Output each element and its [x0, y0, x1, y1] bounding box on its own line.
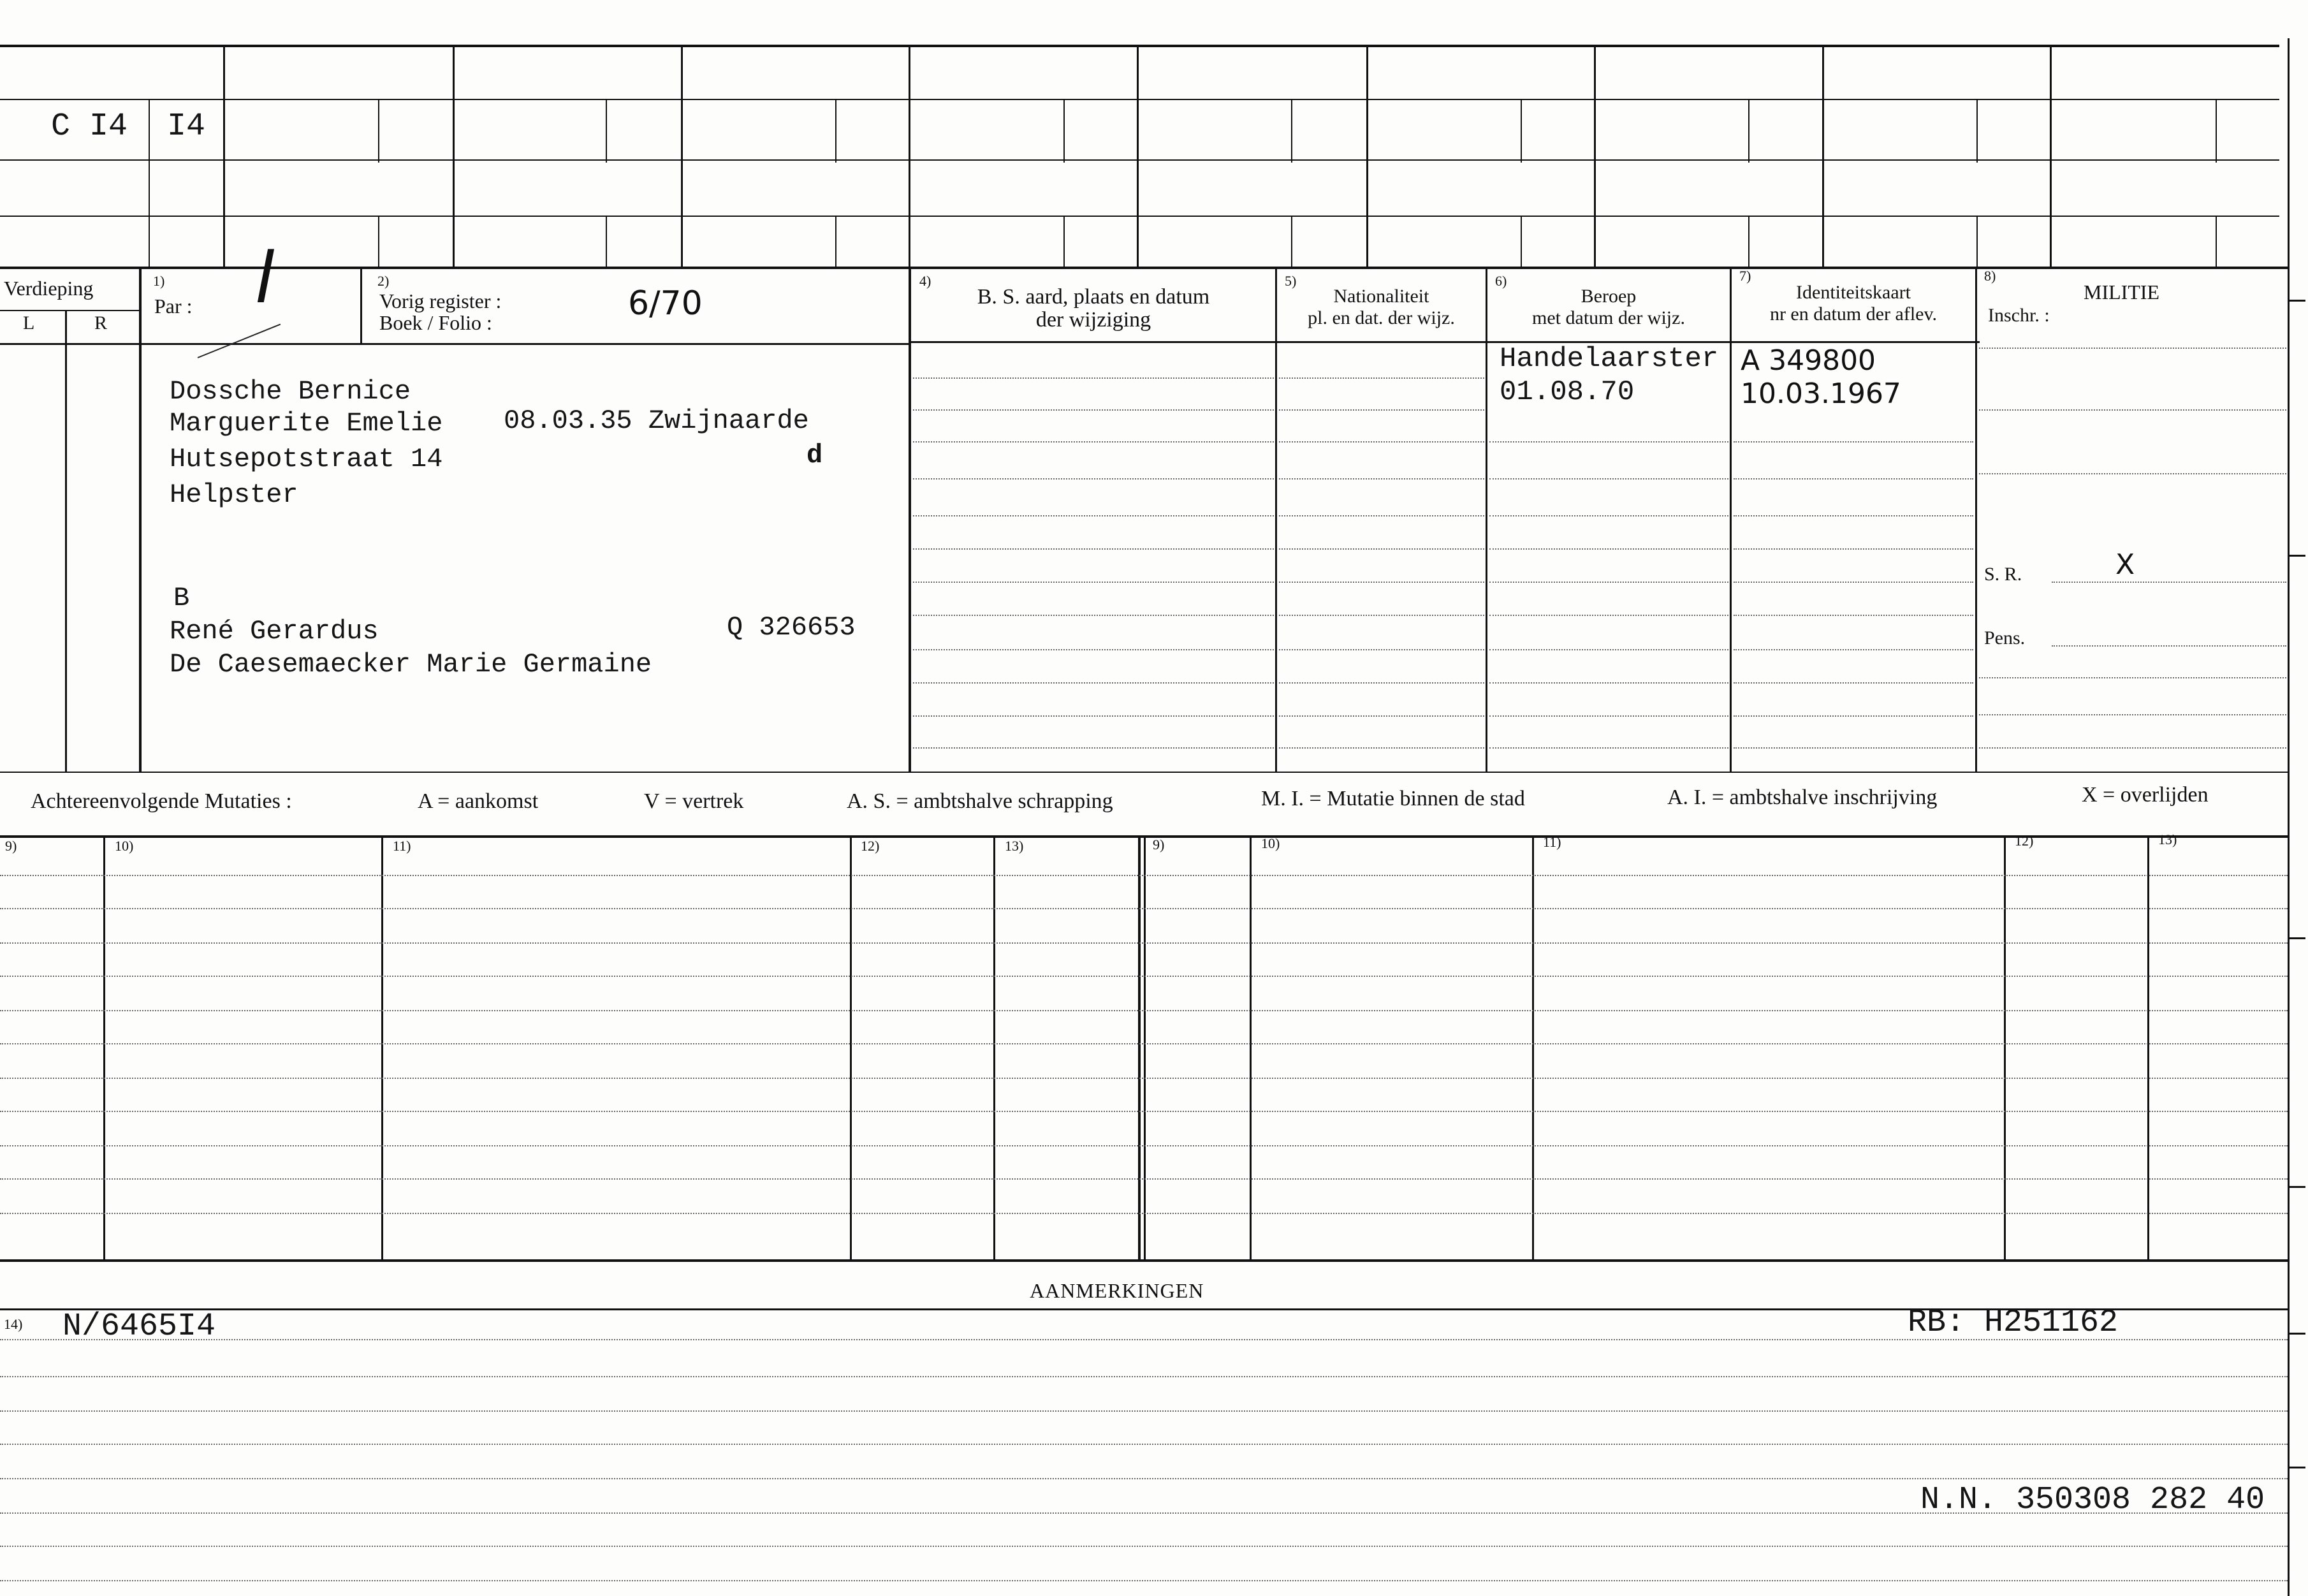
id-q-number: Q 326653 — [727, 612, 856, 643]
beroep-date: 01.08.70 — [1500, 376, 1635, 408]
verdieping-divider — [139, 268, 142, 772]
margin-tick — [2289, 300, 2305, 302]
mutaties-legend-item: A. I. = ambtshalve inschrijving — [1667, 786, 1938, 809]
mutaties-col-number: 9) — [1153, 837, 1165, 853]
top-grid-subdivider — [1521, 99, 1522, 163]
top-grid-subdivider — [606, 99, 607, 163]
col7-divider — [1730, 268, 1732, 772]
writing-line — [1279, 747, 1484, 749]
writing-line — [0, 942, 2288, 944]
writing-line — [0, 1010, 2288, 1011]
writing-line — [0, 976, 2288, 977]
writing-line — [0, 1213, 2288, 1214]
mutaties-column-divider — [993, 837, 995, 1261]
margin-tick — [2289, 937, 2305, 939]
field-number: 5) — [1285, 273, 1297, 289]
writing-line — [913, 747, 1274, 749]
writing-line — [1734, 747, 1973, 749]
top-grid-subdivider — [149, 99, 150, 268]
col6-header — [1487, 286, 1730, 329]
pens-line — [2052, 645, 2286, 647]
writing-line — [0, 908, 2288, 909]
mutaties-column-divider — [850, 837, 852, 1261]
person-line6: René Gerardus — [170, 616, 379, 647]
writing-line — [0, 1145, 2288, 1146]
verdieping-label: Verdieping — [4, 277, 94, 300]
boek-folio-label: Boek / Folio : — [379, 311, 492, 334]
card-right-edge — [2288, 38, 2290, 1596]
writing-line — [0, 1410, 2288, 1412]
aanmerkingen-ref: N/6465I4 — [62, 1308, 216, 1345]
col4-header-line2: der wijziging — [1035, 308, 1151, 332]
top-code-b: I4 — [167, 108, 206, 145]
writing-line — [1489, 682, 1728, 684]
writing-line — [1489, 582, 1728, 583]
col4-header — [912, 286, 1275, 332]
person-line2: Marguerite Emelie — [170, 408, 443, 439]
writing-line — [913, 409, 1274, 411]
writing-line — [1734, 478, 1973, 480]
writing-line — [1734, 715, 1973, 717]
writing-line — [1279, 682, 1484, 684]
field-number: 4) — [919, 273, 931, 289]
writing-line — [0, 1580, 2288, 1581]
mutaties-col-number: 13) — [2158, 831, 2177, 847]
writing-line — [0, 1078, 2288, 1079]
inschr-label: Inschr. : — [1988, 305, 2050, 326]
col7-header-line1: Identiteitskaart — [1796, 282, 1911, 303]
aanmerkingen-nn: N.N. 350308 282 40 — [1920, 1482, 2265, 1518]
sr-line — [2052, 582, 2286, 583]
writing-line — [1489, 615, 1728, 616]
col7-header — [1732, 282, 1975, 325]
aanmerkingen-title: AANMERKINGEN — [1030, 1279, 1204, 1302]
top-grid-divider — [1137, 46, 1139, 268]
beroep-value: Handelaarster — [1500, 343, 1719, 375]
writing-line — [1979, 714, 2286, 715]
top-grid-subdivider — [378, 99, 379, 163]
writing-line — [913, 377, 1274, 379]
top-grid-subdivider — [1521, 216, 1522, 268]
field-number: 2) — [377, 273, 390, 289]
mutaties-col-number: 13) — [1005, 838, 1024, 854]
margin-tick — [2289, 1186, 2305, 1188]
writing-line — [1979, 409, 2286, 411]
col5-divider — [1275, 268, 1277, 772]
writing-line — [0, 1478, 2288, 1479]
top-grid-subdivider — [1748, 216, 1749, 268]
col4-divider — [909, 268, 911, 772]
top-grid-rule — [0, 99, 2279, 100]
mutaties-col-number: 12) — [861, 838, 880, 854]
writing-line — [0, 1512, 2288, 1514]
writing-line — [1489, 515, 1728, 516]
person-line4: Helpster — [170, 480, 298, 510]
writing-line — [1489, 715, 1728, 717]
writing-line — [1279, 478, 1484, 480]
person-line3: Hutsepotstraat 14 — [170, 444, 443, 474]
mutaties-column-divider — [103, 837, 105, 1261]
mutaties-column-divider — [2004, 837, 2006, 1261]
writing-line — [1979, 348, 2286, 349]
mark-d: d — [807, 440, 823, 471]
mutaties-col-number: 10) — [115, 838, 134, 854]
vorig-register-value: 6/70 — [628, 284, 703, 323]
writing-line — [0, 1339, 2288, 1340]
top-grid-subdivider — [835, 99, 836, 163]
writing-line — [1279, 409, 1484, 411]
vorig-register-label: Vorig register : — [379, 289, 502, 312]
par-label: Par : — [154, 295, 193, 318]
margin-tick — [2289, 1467, 2305, 1468]
writing-line — [1279, 582, 1484, 583]
field-number: 1) — [153, 273, 165, 289]
par-stroke — [198, 324, 281, 358]
margin-tick — [2289, 1333, 2305, 1335]
writing-line — [0, 1444, 2288, 1445]
top-grid-subdivider — [2216, 99, 2217, 163]
writing-line — [1279, 377, 1484, 379]
field-number: 14) — [4, 1316, 23, 1332]
col4-header-line1: B. S. aard, plaats en datum — [977, 285, 1210, 309]
top-grid-divider — [453, 46, 455, 268]
col6-divider — [1486, 268, 1487, 772]
writing-line — [1279, 715, 1484, 717]
person-line1: Dossche Bernice — [170, 376, 411, 407]
writing-line — [0, 1376, 2288, 1377]
sr-label: S. R. — [1984, 564, 2022, 585]
writing-line — [1734, 615, 1973, 616]
par-value: l — [255, 237, 275, 319]
field-number: 8) — [1984, 268, 1996, 284]
mutaties-column-divider — [2147, 837, 2149, 1261]
col5-header-line1: Nationaliteit — [1333, 286, 1429, 307]
idkaart-date: 10.03.1967 — [1741, 377, 1901, 410]
writing-line — [1489, 649, 1728, 650]
par-divider — [360, 268, 362, 344]
mutaties-col-number: 11) — [393, 838, 411, 854]
mutaties-column-divider — [1250, 837, 1252, 1261]
top-grid-subdivider — [2216, 216, 2217, 268]
mutaties-legend-item: A. S. = ambtshalve schrapping — [847, 789, 1113, 813]
aanmerkingen-rb: RB: H251162 — [1908, 1305, 2119, 1341]
mutaties-legend-item: A = aankomst — [418, 789, 539, 813]
writing-line — [1279, 515, 1484, 516]
idkaart-number: A 349800 — [1741, 344, 1876, 377]
birth-date-place: 08.03.35 Zwijnaarde — [504, 406, 809, 436]
mutaties-col-number: 10) — [1261, 835, 1280, 851]
writing-line — [0, 1043, 2288, 1044]
lr-divider — [65, 311, 67, 772]
top-grid-subdivider — [378, 216, 379, 268]
writing-line — [913, 441, 1274, 443]
writing-line — [1279, 548, 1484, 550]
writing-line — [913, 548, 1274, 550]
col5-header-line2: pl. en dat. der wijz. — [1308, 307, 1455, 328]
pens-label: Pens. — [1984, 627, 2026, 648]
top-grid-subdivider — [835, 216, 836, 268]
writing-line — [1279, 649, 1484, 650]
writing-line — [1734, 582, 1973, 583]
upper-section-bottom-rule — [0, 772, 2289, 773]
top-grid-divider — [2050, 46, 2052, 268]
mutaties-legend-item: M. I. = Mutatie binnen de stad — [1261, 787, 1525, 810]
person-line5: B — [173, 583, 190, 613]
top-grid-subdivider — [1291, 99, 1292, 163]
writing-line — [913, 715, 1274, 717]
top-grid-subdivider — [1063, 216, 1065, 268]
mutaties-legend-item: V = vertrek — [644, 789, 744, 813]
margin-tick — [2289, 555, 2305, 557]
col8-divider — [1975, 268, 1977, 772]
writing-line — [0, 875, 2288, 876]
writing-line — [913, 478, 1274, 480]
field-number: 7) — [1739, 268, 1751, 284]
col6-header-line1: Beroep — [1581, 286, 1637, 307]
field-number: 6) — [1495, 273, 1507, 289]
writing-line — [1489, 747, 1728, 749]
top-rule — [0, 45, 2279, 47]
top-grid-subdivider — [1063, 99, 1065, 163]
mutaties-column-divider — [381, 837, 383, 1261]
writing-line — [913, 682, 1274, 684]
mutaties-title: Achtereenvolgende Mutaties : — [31, 789, 292, 813]
col7-header-line2: nr en datum der aflev. — [1769, 304, 1938, 325]
verdieping-rule — [0, 310, 139, 311]
writing-line — [913, 515, 1274, 516]
mutaties-center-divider — [1144, 837, 1146, 1261]
top-grid-rule — [0, 216, 2279, 217]
writing-line — [1734, 515, 1973, 516]
writing-line — [1979, 473, 2286, 474]
l-label: L — [23, 312, 35, 333]
writing-line — [1734, 548, 1973, 550]
r-label: R — [94, 312, 108, 333]
mutaties-col-number: 11) — [1543, 834, 1561, 850]
writing-line — [1734, 682, 1973, 684]
col5-header — [1277, 286, 1486, 329]
writing-line — [1734, 649, 1973, 650]
top-grid-subdivider — [1748, 99, 1749, 163]
top-grid-divider — [1594, 46, 1596, 268]
writing-line — [1489, 478, 1728, 480]
mutaties-center-divider — [1138, 837, 1141, 1261]
person-line7: De Caesemaecker Marie Germaine — [170, 649, 652, 680]
writing-line — [1279, 441, 1484, 443]
writing-line — [913, 582, 1274, 583]
mutaties-col-number: 12) — [2015, 833, 2034, 849]
mutaties-column-divider — [1532, 837, 1534, 1261]
writing-line — [913, 615, 1274, 616]
top-grid-divider — [681, 46, 683, 268]
writing-line — [0, 1178, 2288, 1180]
top-grid-subdivider — [1976, 99, 1978, 163]
sr-value: X — [2115, 548, 2135, 581]
writing-line — [1734, 441, 1973, 443]
mutaties-col-number: 9) — [5, 838, 17, 854]
col6-header-line2: met datum der wijz. — [1532, 307, 1685, 328]
header-bottom-rule — [0, 343, 909, 345]
top-grid-subdivider — [606, 216, 607, 268]
writing-line — [0, 1111, 2288, 1112]
writing-line — [913, 649, 1274, 650]
writing-line — [1279, 615, 1484, 616]
writing-line — [0, 1546, 2288, 1547]
header-bottom-rule — [909, 341, 1980, 343]
top-grid-divider — [909, 46, 910, 268]
top-grid-divider — [1366, 46, 1368, 268]
top-code-a: C I4 — [51, 108, 128, 145]
top-grid-divider — [1822, 46, 1824, 268]
writing-line — [1489, 441, 1728, 443]
militie-label: MILITIE — [2084, 281, 2160, 304]
writing-line — [1979, 747, 2286, 749]
header-top-rule — [0, 267, 2289, 269]
top-grid-subdivider — [1291, 216, 1292, 268]
writing-line — [1489, 548, 1728, 550]
writing-line — [1979, 677, 2286, 678]
top-grid-divider — [223, 46, 225, 268]
mutaties-legend-item: X = overlijden — [2082, 783, 2209, 807]
top-grid-rule — [0, 159, 2279, 161]
top-grid-subdivider — [1976, 216, 1978, 268]
